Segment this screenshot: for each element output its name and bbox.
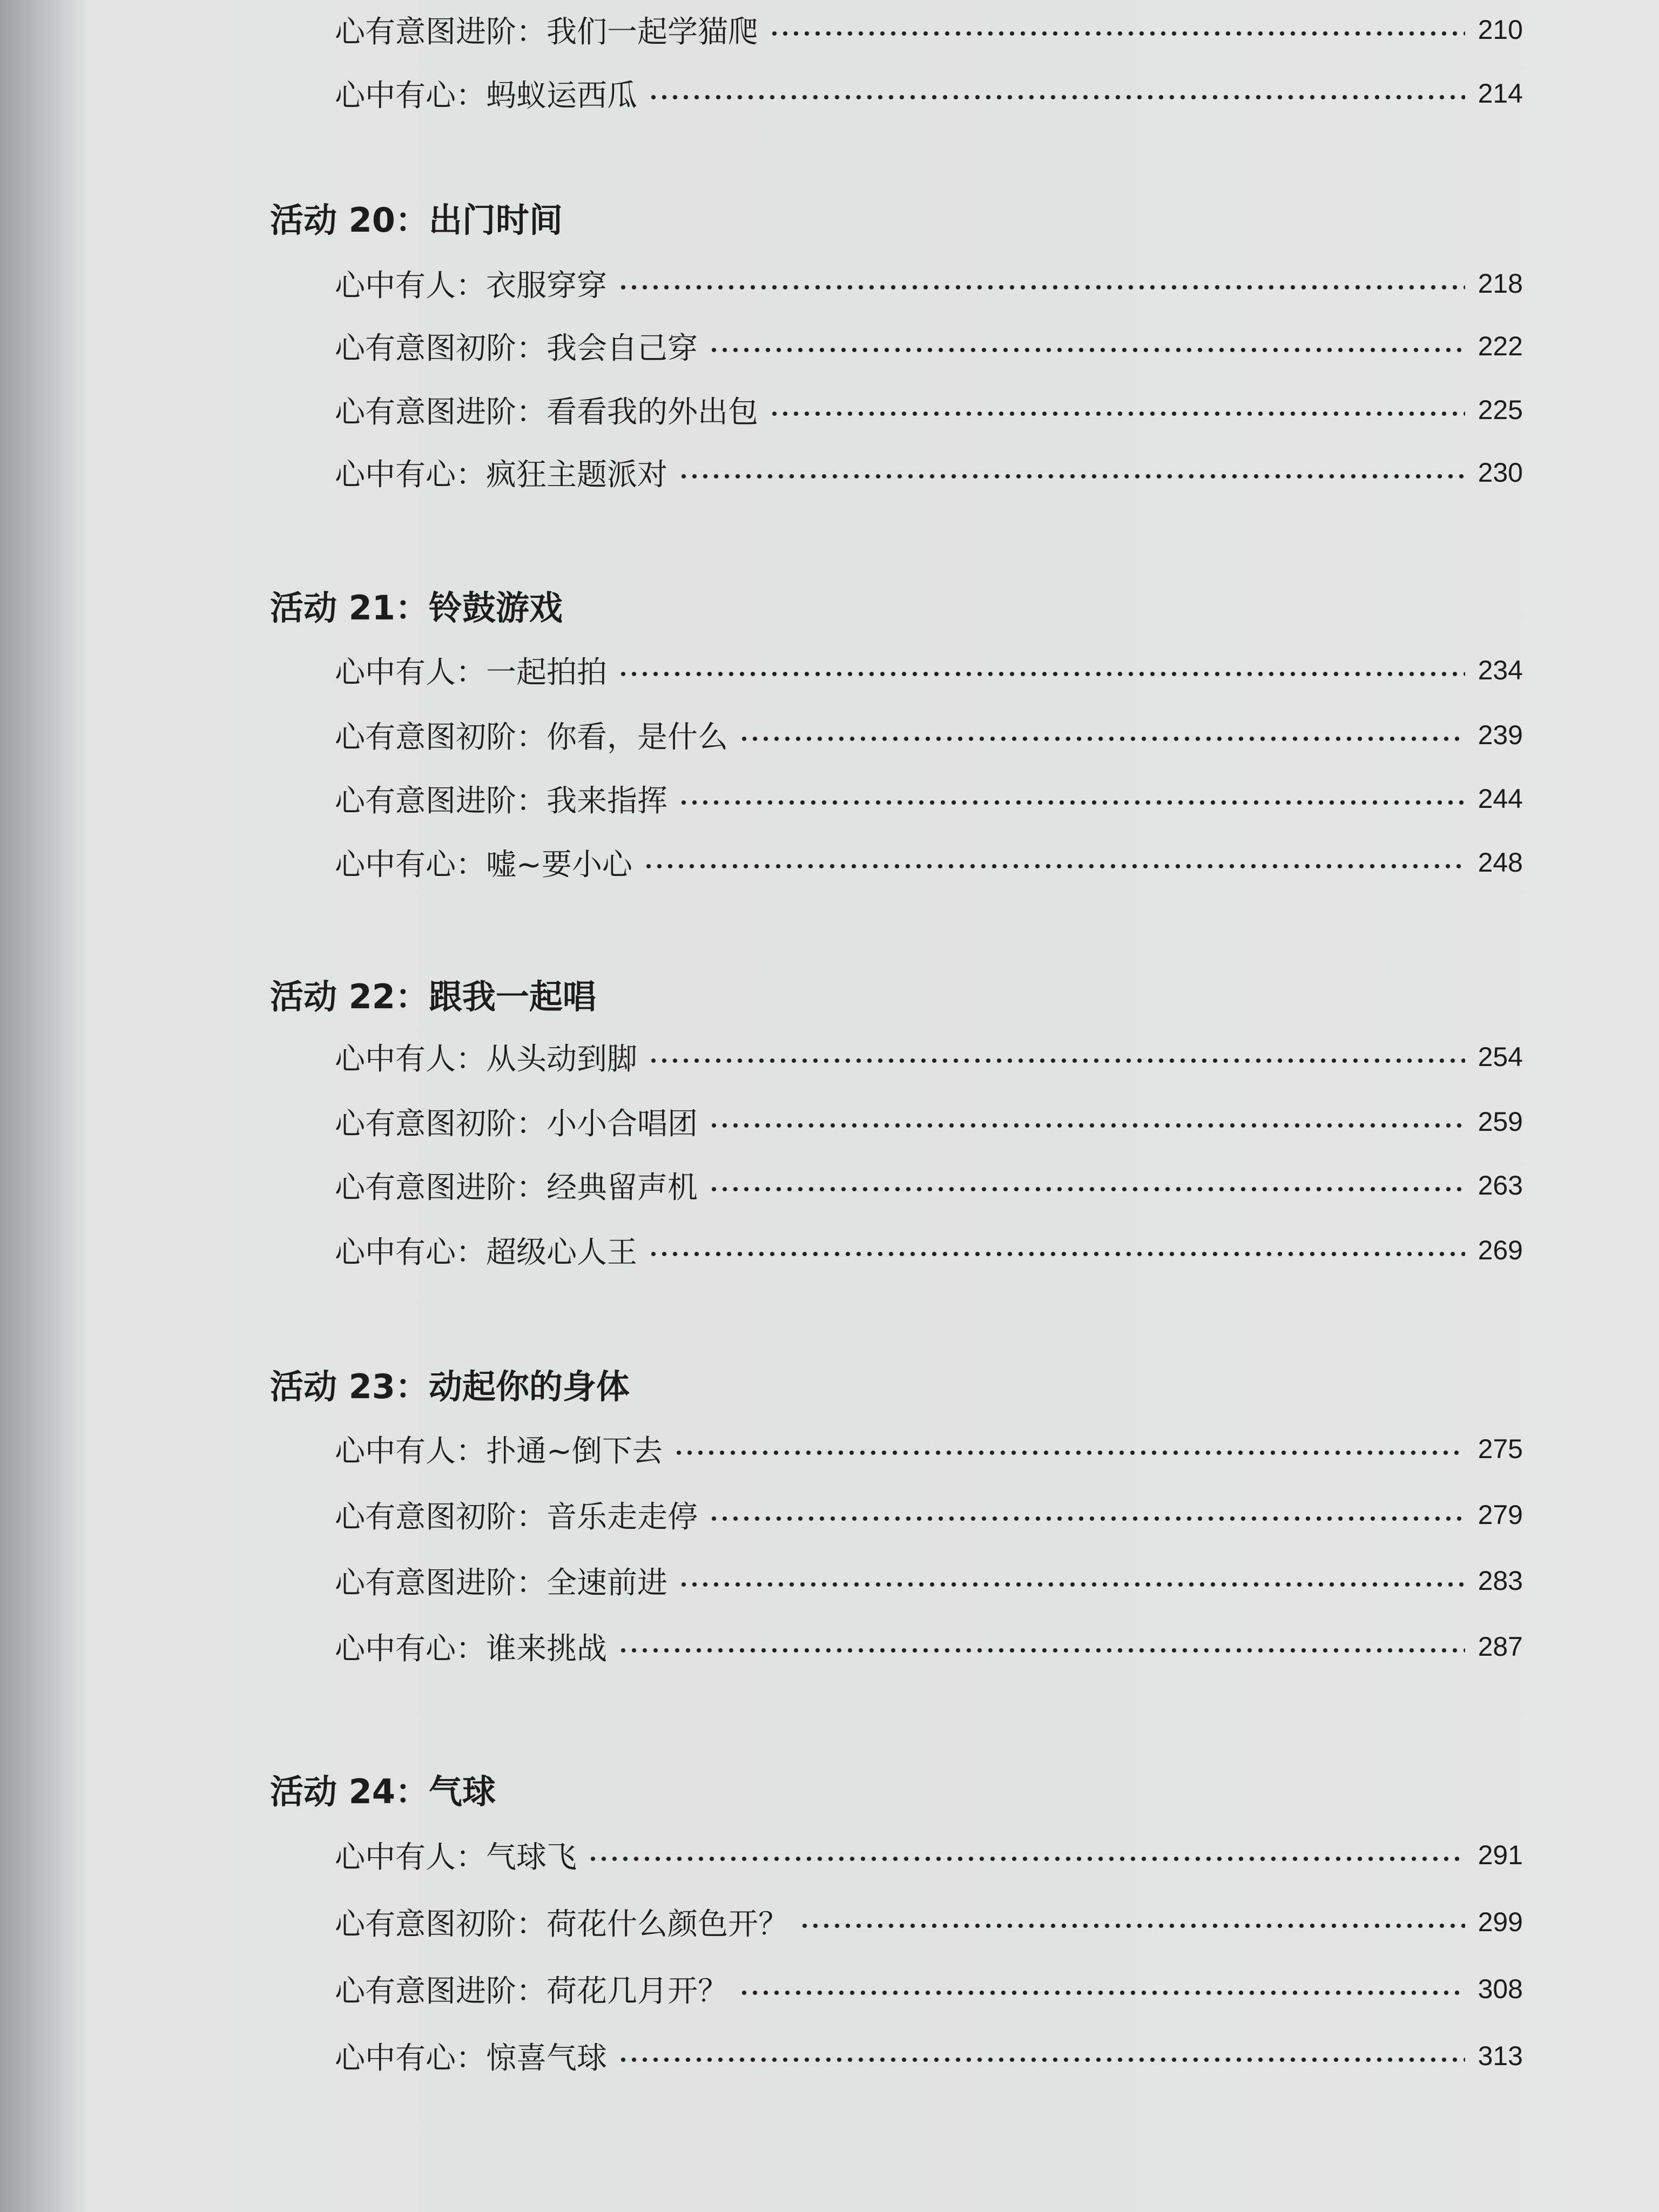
dot-leader xyxy=(709,1123,1465,1128)
toc-entry-title: 心有意图进阶：我们一起学猫爬 xyxy=(335,15,758,50)
toc-entry-page: 275 xyxy=(1478,1434,1523,1464)
toc-entry[interactable] xyxy=(335,838,1523,887)
dot-leader xyxy=(618,285,1465,289)
toc-entry-page: 230 xyxy=(1478,457,1523,488)
toc-entry-page: 214 xyxy=(1478,78,1523,109)
toc-entry[interactable] xyxy=(335,386,1523,434)
toc-entry-page: 225 xyxy=(1478,395,1523,425)
toc-entry-title: 心有意图进阶：荷花几月开？ xyxy=(335,1974,728,2009)
dot-leader xyxy=(769,31,1465,36)
toc-entry-page: 313 xyxy=(1478,2041,1523,2071)
toc-entry[interactable] xyxy=(335,448,1523,497)
dot-leader xyxy=(709,348,1465,352)
toc-entry[interactable] xyxy=(335,1965,1523,2013)
toc-entry-page: 244 xyxy=(1478,784,1523,814)
toc-entry-title: 心有意图初阶：音乐走走停 xyxy=(335,1500,698,1535)
toc-entry-page: 279 xyxy=(1478,1500,1523,1530)
dot-leader xyxy=(618,672,1465,676)
toc-entry-title: 心中有人：一起拍拍 xyxy=(335,655,607,690)
activity-heading: 活动 24：气球 xyxy=(270,1771,496,1811)
toc-entry-page: 254 xyxy=(1478,1042,1523,1072)
toc-entry-title: 心有意图进阶：经典留声机 xyxy=(335,1170,698,1205)
dot-leader xyxy=(643,864,1465,868)
toc-entry[interactable] xyxy=(335,1425,1523,1473)
toc-entry-title: 心中有人：扑通~倒下去 xyxy=(335,1434,663,1469)
toc-entry-title: 心有意图初阶：我会自己穿 xyxy=(335,331,698,366)
dot-leader xyxy=(678,1582,1465,1587)
toc-entry-title: 心有意图进阶：我来指挥 xyxy=(335,784,667,819)
toc-entry[interactable] xyxy=(335,1556,1523,1605)
toc-entry-page: 210 xyxy=(1478,15,1523,45)
toc-entry-page: 299 xyxy=(1478,1907,1523,1937)
dot-leader xyxy=(618,1648,1465,1653)
toc-entry-page: 291 xyxy=(1478,1840,1523,1870)
toc-entry[interactable] xyxy=(335,322,1523,370)
toc-entry-title: 心中有心：超级心人王 xyxy=(335,1235,637,1270)
dot-leader xyxy=(588,1857,1465,1861)
toc-entry[interactable] xyxy=(335,1898,1523,1946)
dot-leader xyxy=(673,1451,1465,1455)
toc-entry-page: 248 xyxy=(1478,847,1523,878)
toc-entry-page: 283 xyxy=(1478,1566,1523,1596)
toc-entry-title: 心中有人：气球飞 xyxy=(335,1840,577,1875)
toc-entry-page: 269 xyxy=(1478,1235,1523,1265)
toc-entry-title: 心中有人：衣服穿穿 xyxy=(335,268,607,304)
toc-entry-page: 218 xyxy=(1478,268,1523,299)
activity-heading: 活动 20：出门时间 xyxy=(270,200,563,240)
toc-entry-page: 234 xyxy=(1478,655,1523,685)
dot-leader xyxy=(739,737,1465,741)
toc-entry-title: 心中有心：嘘~要小心 xyxy=(335,847,632,882)
dot-leader xyxy=(709,1516,1465,1521)
toc-entry[interactable] xyxy=(335,1097,1523,1146)
toc-entry[interactable] xyxy=(335,69,1523,118)
toc-entry-page: 259 xyxy=(1478,1107,1523,1137)
toc-entry[interactable] xyxy=(335,1226,1523,1274)
toc-entry-page: 308 xyxy=(1478,1974,1523,2004)
toc-entry[interactable] xyxy=(335,774,1523,823)
activity-heading: 活动 21：铃鼓游戏 xyxy=(270,588,563,628)
activity-heading: 活动 23：动起你的身体 xyxy=(270,1366,630,1406)
toc-entry[interactable] xyxy=(335,5,1523,54)
toc-entry[interactable] xyxy=(335,1161,1523,1210)
dot-leader xyxy=(678,800,1465,805)
toc-entry[interactable] xyxy=(335,1622,1523,1671)
table-of-contents xyxy=(270,0,1545,2212)
toc-entry[interactable] xyxy=(335,259,1523,308)
toc-entry-title: 心中有心：疯狂主题派对 xyxy=(335,457,667,493)
toc-entry[interactable] xyxy=(335,711,1523,759)
activity-heading: 活动 22：跟我一起唱 xyxy=(270,976,596,1016)
toc-entry[interactable] xyxy=(335,1033,1523,1081)
toc-entry-title: 心有意图进阶：全速前进 xyxy=(335,1566,667,1601)
dot-leader xyxy=(648,1058,1465,1063)
toc-entry-title: 心有意图初阶：你看，是什么 xyxy=(335,720,728,755)
toc-entry-title: 心中有心：蚂蚁运西瓜 xyxy=(335,78,637,113)
toc-entry-title: 心中有人：从头动到脚 xyxy=(335,1042,637,1077)
toc-entry-page: 287 xyxy=(1478,1631,1523,1662)
toc-entry-page: 239 xyxy=(1478,720,1523,750)
dot-leader xyxy=(648,95,1465,99)
toc-entry-title: 心有意图进阶：看看我的外出包 xyxy=(335,395,758,430)
toc-entry[interactable] xyxy=(335,1491,1523,1539)
dot-leader xyxy=(618,2058,1465,2062)
toc-entry-page: 263 xyxy=(1478,1170,1523,1201)
dot-leader xyxy=(678,474,1465,478)
dot-leader xyxy=(769,412,1465,416)
toc-entry-title: 心有意图初阶：荷花什么颜色开？ xyxy=(335,1907,788,1942)
dot-leader xyxy=(648,1252,1465,1256)
dot-leader xyxy=(799,1924,1465,1928)
toc-entry[interactable] xyxy=(335,2032,1523,2080)
book-spine-shadow xyxy=(0,0,86,2212)
toc-entry-title: 心中有心：谁来挑战 xyxy=(335,1631,607,1667)
toc-entry[interactable] xyxy=(335,1831,1523,1879)
toc-entry-page: 222 xyxy=(1478,331,1523,361)
dot-leader xyxy=(739,1991,1465,1995)
toc-entry[interactable] xyxy=(335,646,1523,694)
toc-entry-title: 心中有心：惊喜气球 xyxy=(335,2041,607,2076)
toc-entry-title: 心有意图初阶：小小合唱团 xyxy=(335,1107,698,1142)
dot-leader xyxy=(709,1187,1465,1191)
